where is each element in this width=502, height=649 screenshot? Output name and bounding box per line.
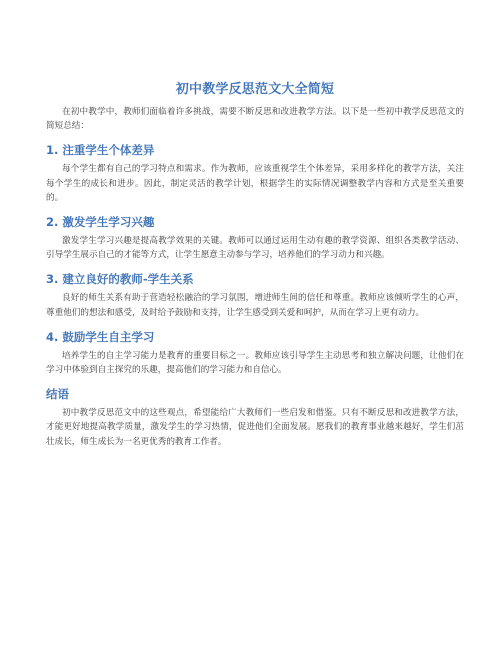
- conclusion-body: 初中教学反思范文中的这些观点，希望能给广大教师们一些启发和借鉴。只有不断反思和改进教学方法，才能更好地提高教学质量，激发学生的学习热情，促进他们全面发展。愿我们的教育事业越来越好，学生们茁壮成长，师生成长为一名更优秀的教育工作者。: [46, 408, 464, 447]
- section-heading-3: 3. 建立良好的教师-学生关系: [46, 272, 194, 287]
- intro-paragraph: 在初中教学中，教师们面临着许多挑战，需要不断反思和改进教学方法。以下是一些初中教学反思范文的简短总结：: [46, 107, 464, 132]
- conclusion-heading: 结语: [46, 387, 69, 402]
- section-body-2: 激发学生学习兴趣是提高教学效果的关键。教师可以通过运用生动有趣的教学资源、组织各类教学活动、引导学生展示自己的才能等方式，让学生愿意主动参与学习，培养他们的学习动力和兴趣。: [46, 236, 464, 261]
- section-heading-2: 2. 激发学生学习兴趣: [46, 215, 155, 230]
- section-heading-1: 1. 注重学生个体差异: [46, 143, 155, 158]
- section-body-3: 良好的师生关系有助于营造轻松融洽的学习氛围，增进师生间的信任和尊重。教师应该倾听学生的心声，尊重他们的想法和感受，及时给予鼓励和支持，让学生感受到关爱和呵护，从而在学习上更有动力。: [46, 293, 464, 318]
- document-title: 初中教学反思范文大全简短: [175, 82, 335, 97]
- section-body-1: 每个学生都有自己的学习特点和需求。作为教师，应该重视学生个体差异，采用多样化的教学方法，关注每个学生的成长和进步。因此，制定灵活的教学计划，根据学生的实际情况调整教学内容和方式是至关重要的。: [46, 164, 464, 203]
- section-body-4: 培养学生的自主学习能力是教育的重要目标之一。教师应该引导学生主动思考和独立解决问题，让他们在学习中体验到自主探究的乐趣，提高他们的学习能力和自信心。: [46, 350, 464, 376]
- section-heading-4: 4. 鼓励学生自主学习: [46, 329, 155, 344]
